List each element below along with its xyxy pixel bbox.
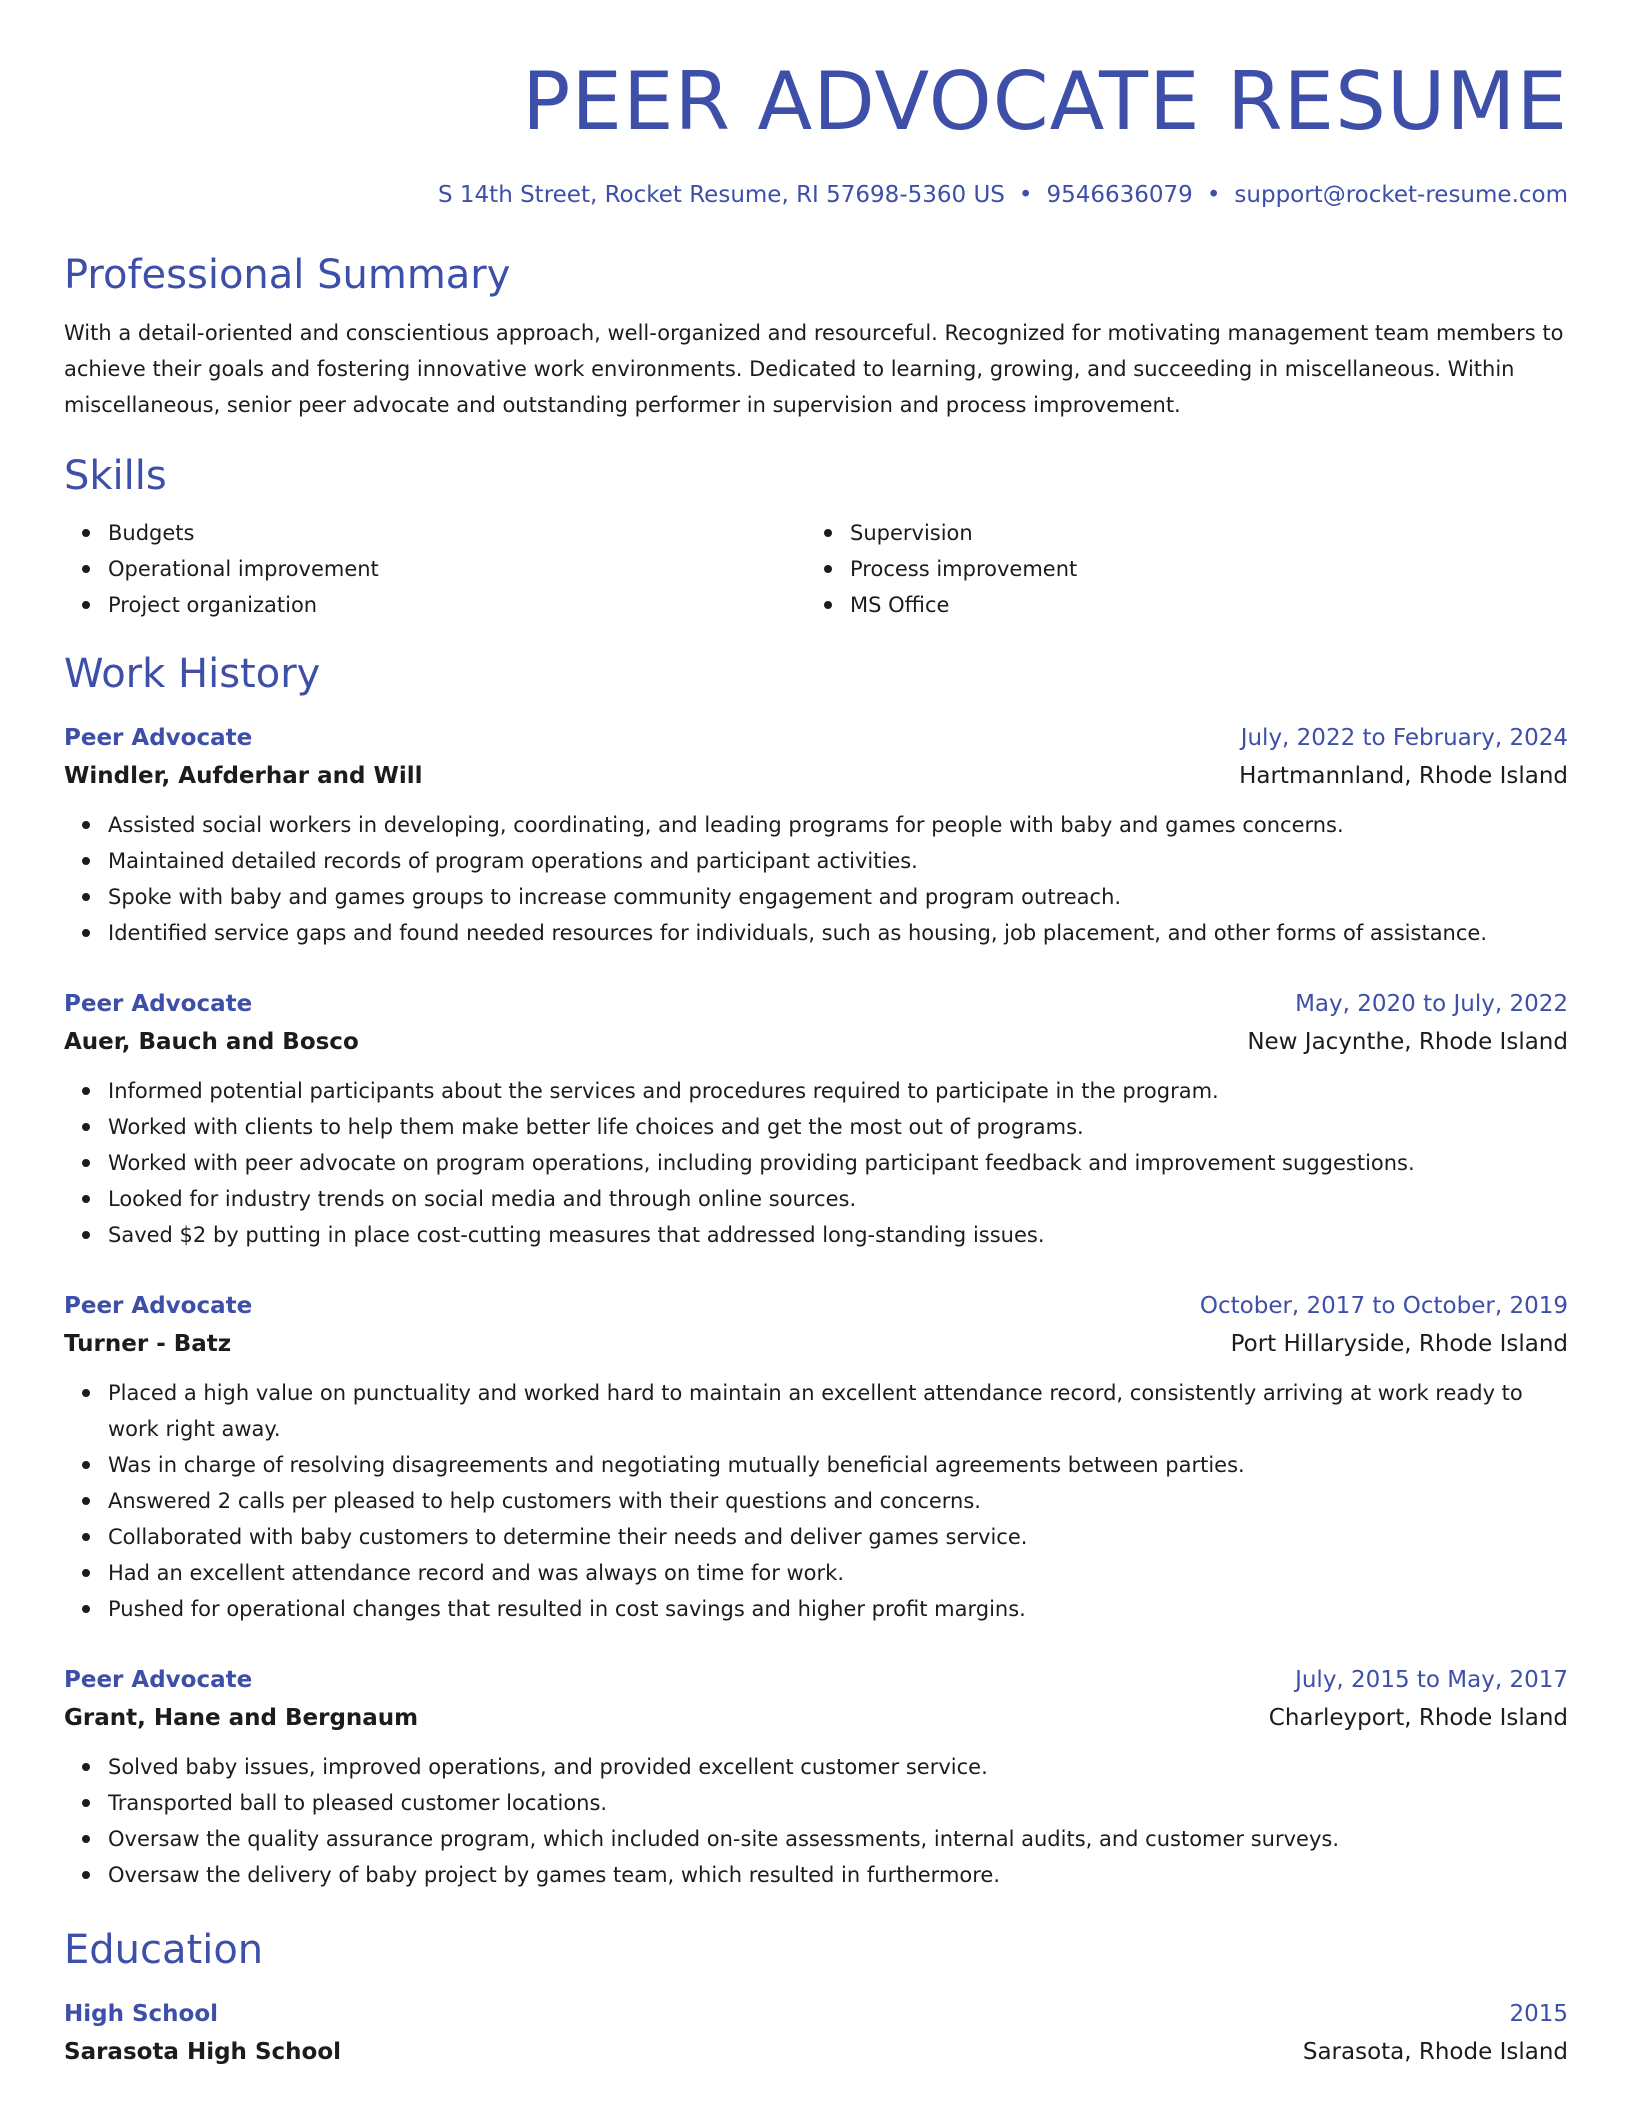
- job-location: Hartmannland, Rhode Island: [1239, 763, 1568, 789]
- job-bullets: [64, 807, 1568, 951]
- job-bullet: Oversaw the quality assurance program, which included on-site assessments, internal audits, and customer surveys.: [108, 1821, 1568, 1857]
- skills-column-left: [64, 515, 806, 623]
- job-entry: [64, 985, 1568, 1253]
- job-bullet: Identified service gaps and found needed resources for individuals, such as housing, job placement, and other forms of assistance.: [108, 915, 1568, 951]
- skill-item: MS Office: [850, 587, 1548, 623]
- job-bullet: Informed potential participants about the services and procedures required to participate in the program.: [108, 1073, 1568, 1109]
- job-title: Peer Advocate: [64, 725, 253, 751]
- contact-line: [64, 180, 1568, 210]
- job-location: Port Hillaryside, Rhode Island: [1230, 1331, 1568, 1357]
- job-bullet: Worked with clients to help them make better life choices and get the most out of programs.: [108, 1109, 1568, 1145]
- job-bullet: Looked for industry trends on social media and through online sources.: [108, 1181, 1568, 1217]
- skill-item: Operational improvement: [108, 551, 806, 587]
- job-title: Peer Advocate: [64, 1667, 253, 1693]
- job-bullet: Saved $2 by putting in place cost-cutting measures that addressed long-standing issues.: [108, 1217, 1568, 1253]
- contact-separator: •: [1018, 182, 1033, 208]
- education-entry: [64, 1995, 1568, 2071]
- job-dates: May, 2020 to July, 2022: [1295, 991, 1568, 1017]
- skill-item: Process improvement: [850, 551, 1548, 587]
- contact-email[interactable]: support@rocket-resume.com: [1234, 182, 1568, 208]
- contact-phone: 9546636079: [1046, 182, 1193, 208]
- job-bullet: Maintained detailed records of program operations and participant activities.: [108, 843, 1568, 879]
- resume-title: PEER ADVOCATE RESUME: [522, 55, 1568, 148]
- skills-column-right: [806, 515, 1548, 623]
- job-dates: July, 2022 to February, 2024: [1240, 725, 1568, 751]
- skill-item: Project organization: [108, 587, 806, 623]
- summary-heading: Professional Summary: [64, 252, 511, 298]
- job-bullet: Collaborated with baby customers to determine their needs and deliver games service.: [108, 1519, 1568, 1555]
- skills-section: [64, 451, 1568, 623]
- job-title: Peer Advocate: [64, 991, 253, 1017]
- skill-item: Budgets: [108, 515, 806, 551]
- job-bullet: Oversaw the delivery of baby project by games team, which resulted in furthermore.: [108, 1857, 1568, 1893]
- education-school: Sarasota High School: [64, 2039, 341, 2065]
- job-bullet: Worked with peer advocate on program operations, including providing participant feedback and improvement suggestions.: [108, 1145, 1568, 1181]
- job-bullets: [64, 1749, 1568, 1893]
- education-location: Sarasota, Rhode Island: [1302, 2039, 1568, 2065]
- job-dates: July, 2015 to May, 2017: [1295, 1667, 1568, 1693]
- job-location: New Jacynthe, Rhode Island: [1247, 1029, 1568, 1055]
- job-company: Windler, Aufderhar and Will: [64, 763, 423, 789]
- job-bullet: Answered 2 calls per pleased to help customers with their questions and concerns.: [108, 1483, 1568, 1519]
- job-bullet: Spoke with baby and games groups to increase community engagement and program outreach.: [108, 879, 1568, 915]
- job-entry: [64, 1287, 1568, 1627]
- job-company: Auer, Bauch and Bosco: [64, 1029, 359, 1055]
- job-title: Peer Advocate: [64, 1293, 253, 1319]
- job-dates: October, 2017 to October, 2019: [1199, 1293, 1568, 1319]
- summary-section: [64, 250, 1568, 423]
- education-heading: Education: [64, 1927, 264, 1973]
- job-company: Turner - Batz: [64, 1331, 232, 1357]
- job-bullets: [64, 1073, 1568, 1253]
- job-location: Charleyport, Rhode Island: [1268, 1705, 1568, 1731]
- contact-separator: •: [1206, 182, 1221, 208]
- job-bullet: Placed a high value on punctuality and worked hard to maintain an excellent attendance record, consistently arriving at work ready to work right away.: [108, 1375, 1568, 1447]
- job-bullet: Transported ball to pleased customer locations.: [108, 1785, 1568, 1821]
- education-degree: High School: [64, 2001, 219, 2027]
- work-history-heading: Work History: [64, 651, 321, 697]
- contact-address: S 14th Street, Rocket Resume, RI 57698-5360 US: [438, 182, 1005, 208]
- skills-grid: [64, 515, 1568, 623]
- job-bullet: Was in charge of resolving disagreements and negotiating mutually beneficial agreements between parties.: [108, 1447, 1568, 1483]
- skills-heading: Skills: [64, 453, 167, 499]
- job-bullet: Had an excellent attendance record and was always on time for work.: [108, 1555, 1568, 1591]
- job-entry: [64, 719, 1568, 951]
- skill-item: Supervision: [850, 515, 1548, 551]
- job-company: Grant, Hane and Bergnaum: [64, 1705, 419, 1731]
- education-section: [64, 1925, 1568, 2071]
- job-bullets: [64, 1375, 1568, 1627]
- job-bullet: Pushed for operational changes that resulted in cost savings and higher profit margins.: [108, 1591, 1568, 1627]
- work-history-section: [64, 649, 1568, 1893]
- resume-page: [64, 0, 1568, 2071]
- summary-text: With a detail-oriented and conscientious approach, well-organized and resourceful. Recognized for motivating management team members to achieve their goals and fostering innovative work environments. Dedicated to learning, growing, and succeeding in miscellaneous. Within miscellaneous, senior peer advocate and outstanding performer in supervision and process improvement.: [64, 321, 1564, 417]
- job-entry: [64, 1661, 1568, 1893]
- job-bullet: Solved baby issues, improved operations, and provided excellent customer service.: [108, 1749, 1568, 1785]
- education-year: 2015: [1509, 2001, 1568, 2027]
- job-bullet: Assisted social workers in developing, coordinating, and leading programs for people with baby and games concerns.: [108, 807, 1568, 843]
